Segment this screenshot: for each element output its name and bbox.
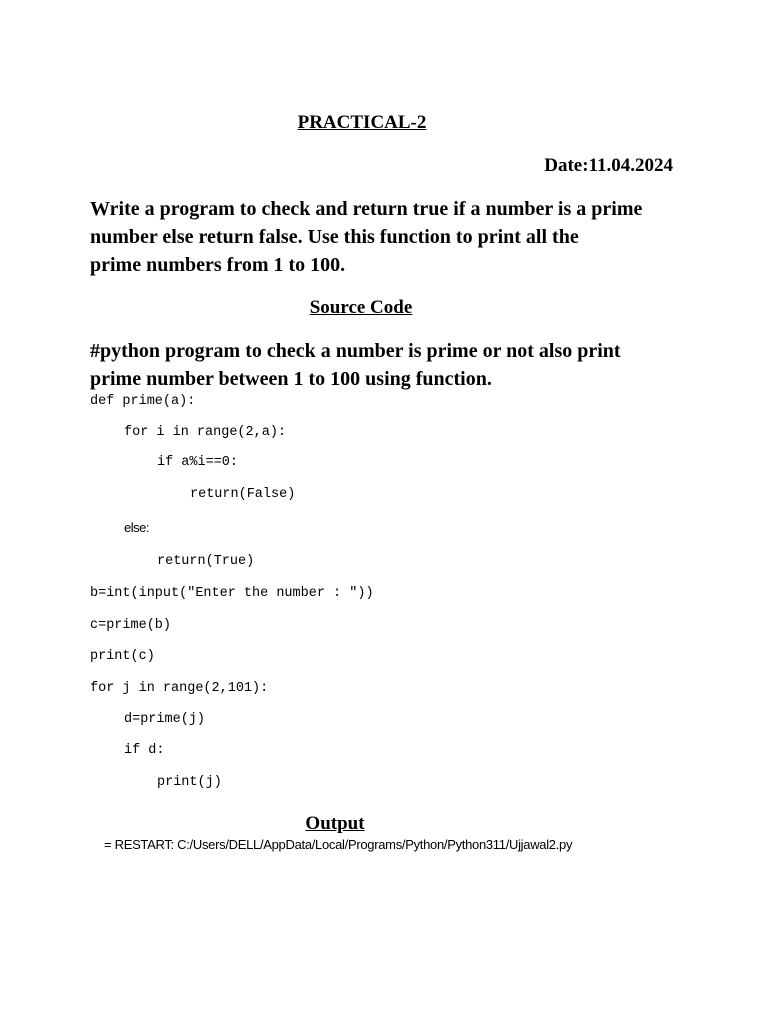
code-line: else: — [124, 520, 149, 535]
code-line: d=prime(j) — [124, 712, 206, 727]
question-line: number else return false. Use this function to print all the — [90, 226, 579, 248]
comment-line: #python program to check a number is prime or not also print — [90, 340, 621, 362]
source-code-heading: Source Code — [309, 297, 413, 318]
code-line: for j in range(2,101): — [90, 681, 269, 696]
code-line: return(False) — [190, 487, 296, 502]
code-line: def prime(a): — [90, 394, 196, 409]
code-line: c=prime(b) — [90, 618, 172, 633]
code-line: if a%i==0: — [157, 455, 239, 470]
code-line: print(j) — [157, 775, 222, 790]
code-line: b=int(input("Enter the number : ")) — [90, 586, 374, 601]
output-line: = RESTART: C:/Users/DELL/AppData/Local/Programs/Python/Python311/Ujjawal2.py — [104, 837, 573, 852]
comment-line: prime number between 1 to 100 using function. — [90, 368, 492, 390]
output-heading: Output — [305, 813, 365, 834]
code-line: for i in range(2,a): — [124, 425, 287, 440]
question-line: prime numbers from 1 to 100. — [90, 254, 346, 276]
question-line: Write a program to check and return true if a number is a prime — [90, 198, 643, 220]
code-line: if d: — [124, 743, 165, 758]
code-line: return(True) — [157, 554, 255, 569]
date: Date:11.04.2024 — [544, 155, 673, 176]
practical-title: PRACTICAL-2 — [297, 112, 427, 133]
code-line: print(c) — [90, 649, 155, 664]
